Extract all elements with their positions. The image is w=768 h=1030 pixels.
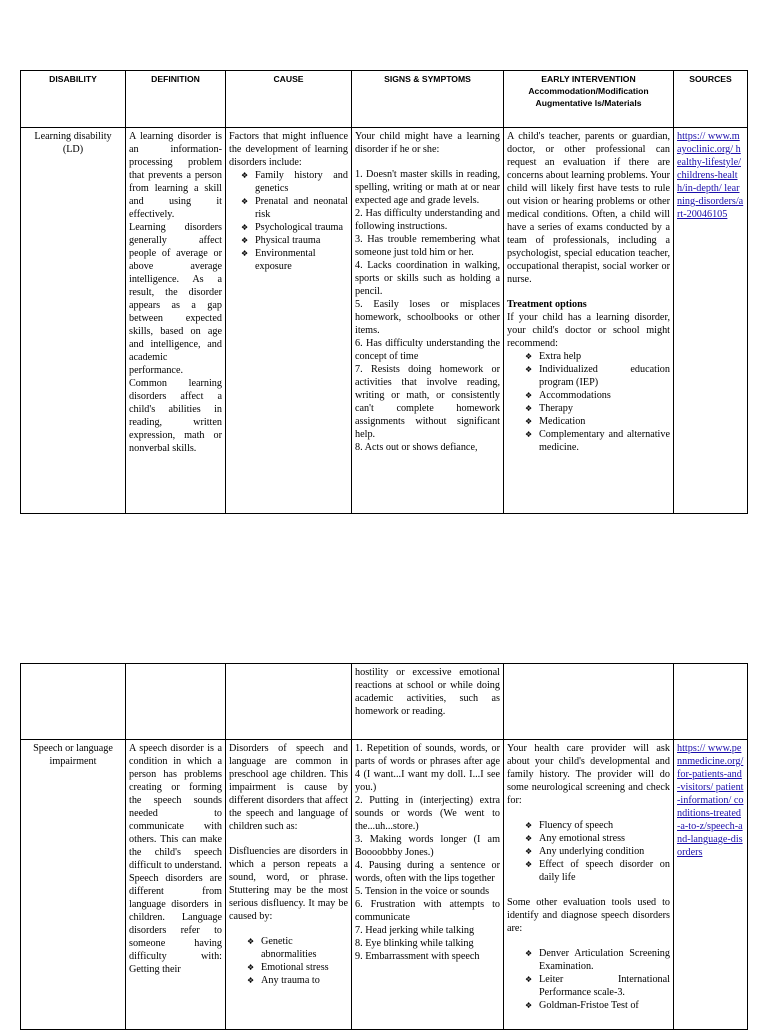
diamond-bullet-icon: ❖: [241, 197, 249, 206]
diamond-bullet-icon: ❖: [525, 391, 533, 400]
early-para-1: Your health care provider will ask about your child's developmental and family history. The provider will do some neurological screening and check for:: [507, 743, 670, 806]
table-row-learning-disability: [21, 128, 748, 514]
sign-item: 7. Resists doing homework or activities that involve reading, writing or math, or consistently can't complete homework assignments without significant help.: [355, 364, 500, 440]
list-item: [241, 234, 348, 247]
sign-item: 5. Easily loses or misplaces homework, schoolbooks or other items.: [355, 299, 500, 336]
list-item: [525, 428, 670, 454]
sign-item: 6. Has difficulty understanding the concept of time: [355, 338, 500, 362]
cell-signs: [352, 128, 504, 514]
sign-item: 3. Has trouble remembering what someone just told him or her.: [355, 234, 500, 258]
screening-item: Effect of speech disorder on daily life: [539, 859, 670, 883]
cause-para-2: Disfluencies are disorders in which a person repeats a sound, word, or phrase. Stuttering may be the most serious disfluency. It may be caused by:: [229, 846, 348, 922]
diamond-bullet-icon: ❖: [241, 223, 249, 232]
table-row-speech-language: [21, 740, 748, 1030]
definition-para-3: Common learning disorders affect a child's abilities in reading, written expression, math or nonverbal skills.: [129, 378, 222, 454]
sign-item: 5. Tension in the voice or sounds: [355, 886, 490, 897]
diamond-bullet-icon: ❖: [525, 821, 533, 830]
cell-disability: Learning disability (LD): [21, 128, 126, 514]
definition-para-1: A learning disorder is an information-processing problem that prevents a person from learning a skill and using it effectively.: [129, 131, 222, 220]
list-item: [241, 221, 348, 234]
cell-early-intervention: [504, 740, 674, 1030]
cell-definition: [126, 128, 226, 514]
treatment-item: Individualized education program (IEP): [539, 364, 670, 388]
diamond-bullet-icon: ❖: [525, 860, 533, 869]
treatment-heading: Treatment options: [507, 299, 587, 310]
header-early-sub1: Accommodation/Modification: [528, 86, 649, 96]
cause-item: Genetic abnormalities: [261, 936, 317, 960]
header-early-title: EARLY INTERVENTION: [541, 74, 636, 84]
cause-intro: Factors that might influence the development of learning disorders include:: [229, 131, 348, 168]
cell-cause: [226, 740, 352, 1030]
list-item: [247, 974, 348, 987]
list-item: [241, 169, 348, 195]
cell-empty: [21, 664, 126, 740]
treatment-item: Extra help: [539, 351, 582, 362]
screening-list: [507, 819, 670, 884]
cell-signs-continued: hostility or excessive emotional reactions at school or while doing academic activities, such as homework or reading.: [352, 664, 504, 740]
diamond-bullet-icon: ❖: [525, 949, 533, 958]
diamond-bullet-icon: ❖: [525, 847, 533, 856]
early-para-2: Some other evaluation tools used to identify and diagnose speech disorders are:: [507, 897, 670, 934]
treatment-item: Therapy: [539, 403, 573, 414]
cause-item: Environmental exposure: [255, 248, 316, 272]
header-row: [21, 71, 748, 128]
signs-intro: Your child might have a learning disorder if he or she:: [355, 131, 500, 155]
list-item: [241, 247, 348, 273]
diamond-bullet-icon: ❖: [525, 404, 533, 413]
list-item: [525, 350, 670, 363]
diamond-bullet-icon: ❖: [525, 352, 533, 361]
list-item: [525, 858, 670, 884]
definition-para-1: A speech disorder is a condition in which a person has problems creating or forming the speech sounds needed to communicate with others. This can make the child's speech difficult to understand.: [129, 743, 222, 871]
cell-empty: [504, 664, 674, 740]
diamond-bullet-icon: ❖: [525, 430, 533, 439]
tool-item: Goldman-Fristoe Test of: [539, 1000, 639, 1011]
sign-item: 1. Repetition of sounds, words, or parts of words or phrases after age 4 (I want...I want my doll. I...I see you.): [355, 743, 500, 793]
list-item: [525, 999, 670, 1012]
sign-item: 7. Head jerking while talking: [355, 925, 475, 936]
cell-disability: Speech or language impairment: [21, 740, 126, 1030]
header-definition: DEFINITION: [126, 71, 226, 128]
list-item: [525, 832, 670, 845]
disability-table-bottom: [20, 663, 748, 1030]
list-item: [525, 363, 670, 389]
cell-signs: [352, 740, 504, 1030]
diamond-bullet-icon: ❖: [241, 171, 249, 180]
cause-item: Psychological trauma: [255, 222, 343, 233]
list-item: [247, 935, 348, 961]
sign-item: 9. Embarrassment with speech: [355, 951, 480, 962]
sign-item: 6. Frustration with attempts to communicate: [355, 899, 500, 923]
header-signs: SIGNS & SYMPTOMS: [352, 71, 504, 128]
diamond-bullet-icon: ❖: [247, 937, 255, 946]
diamond-bullet-icon: ❖: [247, 963, 255, 972]
list-item: [525, 402, 670, 415]
header-sources: SOURCES: [674, 71, 748, 128]
cause-item: Any trauma to: [261, 975, 320, 986]
source-link-mayoclinic[interactable]: https:// www.mayoclinic.org/ healthy-lifestyle/ childrens-health/in-depth/ learning-disorders/art-20046105: [677, 131, 744, 220]
sign-item: 8. Acts out or shows defiance,: [355, 442, 478, 453]
sign-item: 1. Doesn't master skills in reading, spelling, writing or math at or near expected age and grade levels.: [355, 169, 500, 206]
cause-list: [229, 169, 348, 273]
sign-item: 4. Pausing during a sentence or words, often with the lips together: [355, 860, 500, 884]
cell-empty: [674, 664, 748, 740]
tool-item: Denver Articulation Screening Examination.: [539, 948, 670, 972]
treatment-list: [507, 350, 670, 454]
list-item: [525, 973, 670, 999]
diamond-bullet-icon: ❖: [241, 249, 249, 258]
sign-item: 3. Making words longer (I am Boooobbby Jones.): [355, 834, 500, 858]
sign-item: 2. Putting in (interjecting) extra sounds or words (We went to the...uh...store.): [355, 795, 500, 832]
definition-para-2: Learning disorders generally affect people of average or above average intelligence. As a result, the disorder appears as a gap between expected skills, based on age and intelligence, and academic performance.: [129, 222, 222, 376]
screening-item: Any emotional stress: [539, 833, 626, 844]
evaluation-tools-list: [507, 947, 670, 1012]
sign-item: 2. Has difficulty understanding and following instructions.: [355, 208, 500, 232]
diamond-bullet-icon: ❖: [525, 975, 533, 984]
early-para-1: A child's teacher, parents or guardian, doctor, or other professional can request an evaluation if there are concerns about learning problems. Your child will likely first have tests to rule out vision or hearing problems or other medical conditions. Often, a child will have a series of exams conducted by a team of professionals, including a psychologist, special education teacher, occupational therapist, social worker or nurse.: [507, 131, 670, 285]
treatment-item: Accommodations: [539, 390, 611, 401]
list-item: [525, 845, 670, 858]
disability-table-top: [20, 70, 748, 514]
list-item: [525, 819, 670, 832]
header-cause: CAUSE: [226, 71, 352, 128]
cell-definition: [126, 740, 226, 1030]
source-link-pennmedicine[interactable]: https:// www.pennmedicine.org/ for-patients-and-visitors/ patient-information/ conditions-treated-a-to-z/speech-and-language-disorders: [677, 743, 744, 858]
cell-early-intervention: [504, 128, 674, 514]
list-item: [525, 947, 670, 973]
treatment-item: Complementary and alternative medicine.: [539, 429, 670, 453]
table-row-continuation: [21, 664, 748, 740]
treatment-intro: If your child has a learning disorder, your child's doctor or school might recommend:: [507, 312, 670, 349]
cause-item: Prenatal and neonatal risk: [255, 196, 348, 220]
sign-item: 4. Lacks coordination in walking, sports or skills such as holding a pencil.: [355, 260, 500, 297]
cell-cause: [226, 128, 352, 514]
screening-item: Fluency of speech: [539, 820, 614, 831]
treatment-item: Medication: [539, 416, 586, 427]
cell-empty: [226, 664, 352, 740]
header-disability: DISABILITY: [21, 71, 126, 128]
cell-sources: [674, 128, 748, 514]
diamond-bullet-icon: ❖: [525, 365, 533, 374]
list-item: [525, 415, 670, 428]
list-item: [525, 389, 670, 402]
list-item: [247, 961, 348, 974]
header-early-intervention: [504, 71, 674, 128]
list-item: [241, 195, 348, 221]
diamond-bullet-icon: ❖: [247, 976, 255, 985]
header-early-sub2: Augmentative ls/Materials: [535, 98, 642, 108]
cause-item: Family history and genetics: [255, 170, 348, 194]
cell-sources: [674, 740, 748, 1030]
cause-item: Physical trauma: [255, 235, 321, 246]
cause-item: Emotional stress: [261, 962, 329, 973]
cause-para-1: Disorders of speech and language are common in preschool age children. This impairment is cause by different disorders that affect the speech and language of children such as:: [229, 743, 348, 832]
diamond-bullet-icon: ❖: [525, 1001, 533, 1010]
sign-item: 8. Eye blinking while talking: [355, 938, 474, 949]
screening-item: Any underlying condition: [539, 846, 645, 857]
cell-empty: [126, 664, 226, 740]
diamond-bullet-icon: ❖: [525, 834, 533, 843]
diamond-bullet-icon: ❖: [525, 417, 533, 426]
diamond-bullet-icon: ❖: [241, 236, 249, 245]
tool-item: Leiter International Performance scale-3.: [539, 974, 670, 998]
cause-list: [229, 935, 348, 987]
definition-para-2: Speech disorders are different from language disorders in children. Language disorders refer to someone having difficulty with: Getting their: [129, 873, 222, 975]
